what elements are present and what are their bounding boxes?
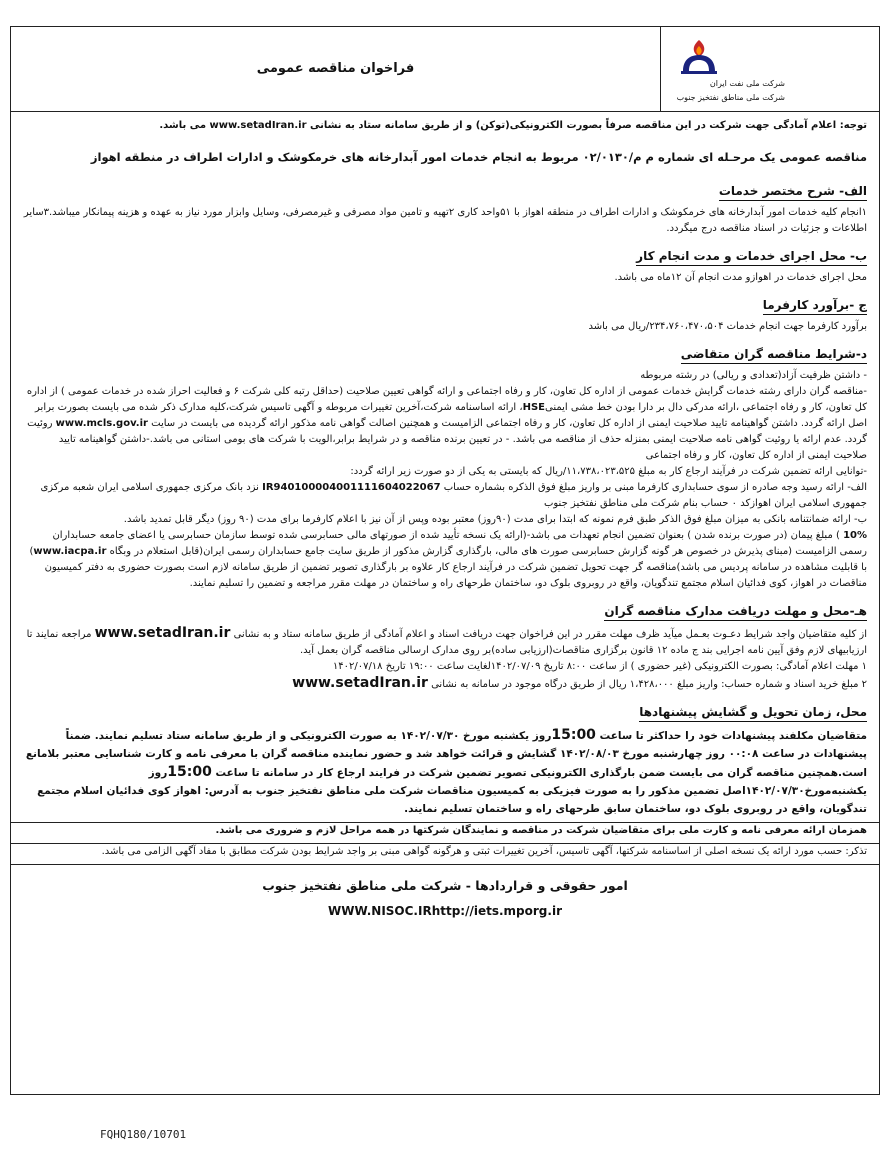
company-name-line1: شرکت ملی نفت ایران	[709, 79, 785, 88]
section-d-option-a	[23, 480, 867, 512]
section-c-text: برآورد کارفرما جهت انجام خدمات ۲۳۴،۷۶۰،۴۷۰،۵۰۴/ریال می باشد	[588, 321, 867, 332]
form-code: FQHQ180/10701	[100, 1128, 187, 1141]
nioc-logo-icon	[677, 37, 721, 77]
tender-title: مناقصه عمومی یک مرحـله ای شماره م م/۰۲/۰۱۳۰ مربوط به انجام خدمات امور آبدارخانه های خرمکوشک و ادارات اطراف در منطقه اهواز	[90, 150, 867, 164]
notice-text: توجه: اعلام آمادگی جهت شرکت در این مناقصه صرفاً بصورت الکترونیکی(توکن) و از طریق سامانه ستاد به نشانی	[310, 120, 867, 131]
option-a-text-2: نزد بانک مرکزی جمهوری اسلامی ایران شعبه مرکزی جمهوری اسلامی ایران اهوازکد ۰ حساب بنام شرکت ملی مناطق نفتخیز جنوب	[40, 482, 867, 509]
section-e-heading: هـ-محل و مهلت دریافت مدارک مناقصه گران	[604, 602, 867, 621]
signature-block	[23, 875, 867, 919]
section-d-guarantee: -توانایی ارائه تضمین شرکت در فرآیند ارجاع کار به مبلغ ۱۱،۷۳۸،۰۲۳،۵۲۵/ریال که بایستی به یکی از دو صورت زیر ارائه گردد:	[350, 466, 867, 477]
submission-text-3: روز یکشنبه‌مورخ‌۱۴۰۲/۰۷/۳۰اصل تضمین مذکور را به صورت فیزیکی به کمیسیون مناقصات شرکت ملی مناطق نفتخیز جنوب به آدرس: اهواز کوی فدائیان اسلام مجتمع تندگویان، واقع در روبروی بلوک دو، ساختمان سابق طرحهای راه و ساختمان تسلیم نمایند.	[37, 767, 867, 815]
section-b-text: محل اجرای خدمات در اهوازو مدت انجام آن ۱۲ماه می باشد.	[614, 272, 867, 283]
option-a-text-1: الف- ارائه رسید وجه صادره از سوی حسابداری کارفرما مبنی بر واریز مبلغ فوق الذکره بشماره حساب	[440, 482, 867, 493]
deadline-time-1: 15:00	[551, 727, 596, 743]
bond-text-1: ) مبلغ پیمان (در صورت برنده شدن ) بعنوان تضمین انجام تعهدات می باشد-(ارائه یک نسخه تأیید شده از صورتهای مالی حسابرسی شده توسط سازمان حسابرسی یا اعضای جامعه حسابداران رسمی الزامیست (مبنای پذیرش در خصوص هر گونه گزارش حسابرسی صورت های مالی، بارگذاری گزارش مذکور از طریق سایت جامع حسابداران رسمی ایران(قابل استعلام در وبگاه	[52, 530, 867, 557]
qual-text-1: -مناقصه گران دارای رشته خدمات گرایش خدمات عمومی از اداره کل تعاون، کار و رفاه اجتماعی و ارائه گواهی تعیین صلاحیت (حداقل رتبه کلی شرکت ۶ و فعالیت احراز شده در خدمات عمومی ) از اداره کل تعاون، کار و رفاه اجتماعی ،ارائه مدرکی دال بر دارا بودن خط مشی ایمنی	[26, 386, 867, 413]
section-f-heading: محل، زمان تحویل و گشایش پیشنهادها	[639, 703, 867, 722]
section-a-text: ۱انجام کلیه خدمات امور آبدارخانه های خرمکوشک و ادارات اطراف در منطقه اهواز با ۵۱واحد کاری ۲تهیه و تامین مواد مصرفی و غیرمصرفی، وسایل وابزار مورد نیاز به عهده و هزینه پیمانکار میباشد.۳سایر اطلاعات و جزئیات در اسناد مناقصه درج میگردد.	[23, 207, 867, 234]
company-name-line2: شرکت ملی مناطق نفتخیز جنوب	[676, 93, 785, 102]
section-f-submission	[23, 726, 867, 818]
iacpa-link[interactable]: www.iacpa.ir	[33, 546, 107, 557]
invite-text-2: مراجعه نمایند تا ارزیابیهای لازم وفق آیین نامه اجرایی بند ج ماده ۱۲ قانون برگزاری مناقصات(ارزیابی ساده)بر روی مدارک ارسالی مناقصه گران بعمل آید.	[26, 629, 867, 656]
setad-link[interactable]: www.setadIran.ir	[209, 120, 307, 131]
mcls-link[interactable]: www.mcls.gov.ir	[55, 418, 148, 429]
page-title: فراخوان مناقصه عمومی	[256, 61, 415, 76]
title-cell	[11, 27, 661, 111]
notice-suffix: می باشد.	[159, 120, 210, 131]
iban-number: IR940100004001111604022067	[262, 482, 441, 493]
section-e-deadline: ۱ مهلت اعلام آمادگی: بصورت الکترونیکی (غیر حضوری ) از ساعت ۸:۰۰ تاریخ ۱۴۰۲/۰۷/۰۹لغایت ساعت ۱۹:۰۰ تاریخ ۱۴۰۲/۰۷/۱۸	[332, 661, 867, 672]
section-e-fee	[23, 675, 867, 693]
qual-text-2: ، ارائه اساسنامه شرکت،آخرین تغییرات مربوطه و آگهی تاسیس شرکت،کلیه مدارک ذکر شده می بایست بصورت برابر اصل ارائه گردد. داشتن گواهینامه تایید صلاحیت ایمنی از اداره کل تعاون، کار و رفاه اجتماعی الزامیست و همچنین اصالت گواهی نامه مذکور ارائه گردیده می بایست در سایت	[35, 402, 867, 429]
section-f-body	[23, 726, 867, 818]
bond-text-2: ) با قابلیت مشاهده در سامانه پردیس می باشد)مناقصه گر جهت تحویل تضمین شرکت در فرآیند ارجاع کار علاوه بر بارگذاری تصویر تضمین از طریق سامانه لازم است بصورت حضوری به دفتر کمیسیون مناقصات در اهواز، کوی فدائیان اسلام مجتمع تندگویان، واقع در روبروی بلوک دو، ساختمان طرحهای راه و ساختمان در مهلت مقرر مراجعه و تضمین را تسلیم نمایند.	[29, 546, 867, 589]
section-b-heading: ب- محل اجرای خدمات و مدت انجام کار	[636, 247, 867, 266]
section-d-option-b: ب- ارائه ضمانتنامه بانکی به میزان مبلغ فوق الذکر طبق فرم نمونه که ابتدا برای مدت (۹۰روز) معتبر بوده وپس از آن نیز با اعلام کارفرما برای مدت (۹۰ روز) دیگر قابل تمدید باشد.	[123, 514, 867, 525]
setad-link-2[interactable]: www.setadIran.ir	[94, 625, 231, 641]
section-f-id-note: همزمان ارائه معرفی نامه و کارت ملی برای متقاضیان شرکت در مناقصه و نمایندگان شرکتها در همه مراحل لازم و ضروری می باشد.	[215, 825, 867, 836]
deadline-time-2: 15:00	[167, 764, 212, 780]
qual-text-3: روئیت گردد. عدم ارائه یا روئیت گواهی نامه صلاحیت ایمنی بمنزله حذف از مناقصه می باشد. - در تعیین برنده مناقصه و در شرایط برابر،الویت با شرکت های بومی استانی می باشد.-داشتن گواهینامه تایید صلاحیت ایمنی از اداره کل تعاون، کار و رفاه اجتماعی	[27, 418, 867, 461]
divider	[11, 864, 879, 865]
signature-websites[interactable]: WWW.NISOC.IRhttp://iets.mporg.ir	[327, 904, 562, 918]
section-d-qualifications	[23, 384, 867, 464]
section-d-performance-bond	[23, 528, 867, 592]
setad-link-3[interactable]: www.setadIran.ir	[292, 675, 428, 691]
fee-text: ۲ مبلغ خرید اسناد و شماره حساب: واریز مبلغ ۱،۴۲۸،۰۰۰ ریال از طریق درگاه موجود در سامانه به نشانی	[427, 679, 867, 690]
electronic-notice	[23, 118, 867, 134]
document-body	[10, 112, 880, 1095]
submission-text-1: متقاضیان مکلفند پیشنهادات خود را حداکثر تا ساعت	[595, 730, 867, 742]
section-e-invite	[23, 625, 867, 659]
bond-percent: 10%	[843, 530, 867, 541]
hse-label: HSE	[522, 402, 545, 413]
invite-text-1: از کلیه متقاضیان واجد شرایط دعـوت بعـمل میآید ظرف مهلت مقرر در این فراخوان جهت دریافت اسناد و اعلام آمادگی از طریق سامانه ستاد و به نشانی	[230, 629, 867, 640]
department-signature: امور حقوقی و قراردادها - شرکت ملی مناطق نفتخیز جنوب	[262, 878, 628, 893]
submission-text-2: روز یکشنبه مورخ ۱۴۰۲/۰۷/۳۰ به صورت الکترونیکی و از طریق سامانه ستاد تسلیم نمایند. ضمناً پیشنهادات در ساعت ۰۰:۰۸ روز چهارشنبه مورخ ۱۴۰۲/۰۸/۰۳ گشایش و قرائت خواهد شد و حضور نماینده مناقصه گران با معرفی نامه و کارت شناسایی معتبر بلامانع است.همچنین مناقصه گران می بایست ضمن بارگذاری الکترونیکی تصویر تضمین شرکت در فرایند ارجاع کار در سامانه تا ساعت	[25, 730, 867, 779]
section-d-heading: د-شرایط مناقصه گران متقاضی	[681, 345, 867, 364]
section-d-capacity: - داشتن ظرفیت آزاد(تعدادی و ریالی) در رشته مربوطه	[640, 370, 867, 381]
company-logo-block	[663, 33, 873, 107]
reminder-note: تذکر: حسب مورد ارائه یک نسخه اصلی از اساسنامه شرکتها، آگهی تاسیس، آخرین تغییرات ثبتی و هرگونه گواهی مبنی بر واجد شرایط بودن شرکت مطابق با مفاد آگهی الزامی می باشد.	[101, 846, 867, 857]
section-a-heading: الف- شرح مختصر خدمات	[719, 182, 867, 201]
section-c-heading: ج -برآورد کارفرما	[763, 296, 867, 315]
document-header	[10, 26, 880, 112]
